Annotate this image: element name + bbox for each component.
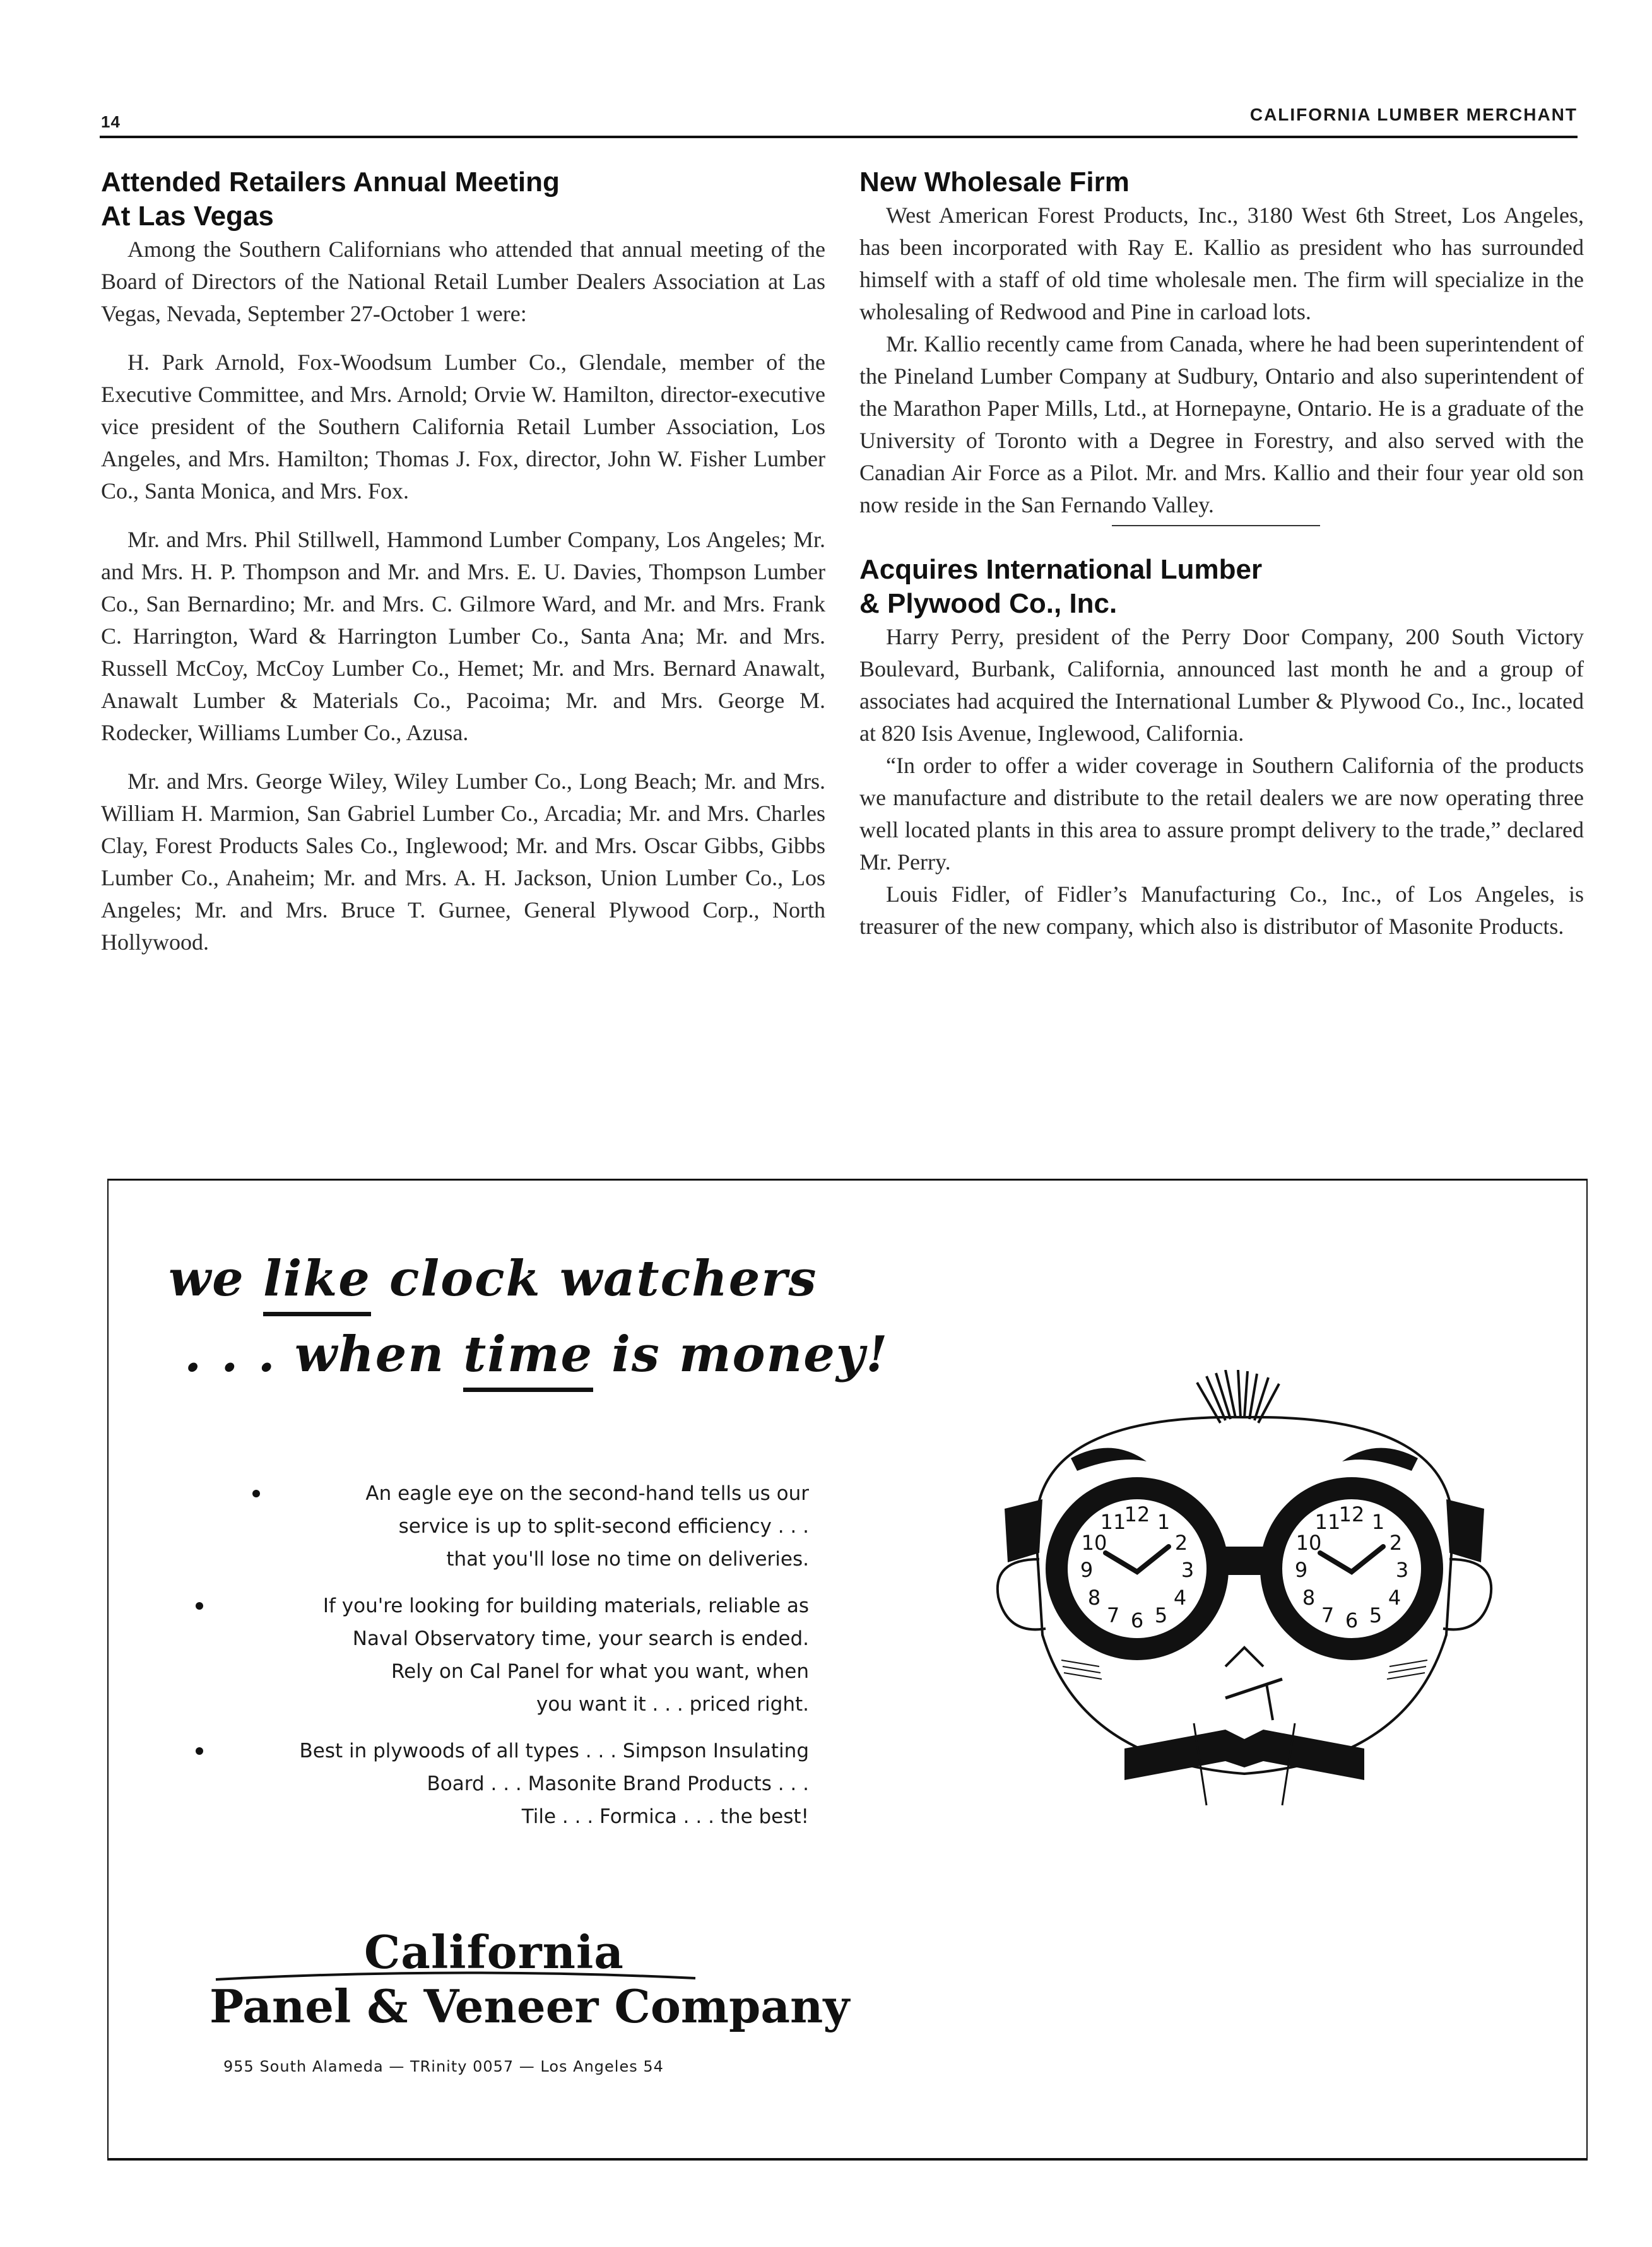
- ad-bullet-line: If you're looking for building materials, reliable as: [322, 1595, 809, 1617]
- clock-numeral: 3: [1181, 1558, 1195, 1582]
- ad-bullet-list: [178, 1477, 809, 1847]
- company-address: 955 South Alameda — TRinity 0057 — Los Angeles 54: [223, 2058, 664, 2075]
- cheek-icon: [1061, 1660, 1427, 1679]
- ad-bullet-line: Naval Observatory time, your search is ended.: [352, 1627, 809, 1650]
- clock-numeral: 10: [1081, 1531, 1107, 1555]
- clock-numeral: 9: [1294, 1558, 1308, 1582]
- right-column: [859, 165, 1584, 943]
- clock-face-illustration: [929, 1370, 1560, 1812]
- paragraph: H. Park Arnold, Fox-Woodsum Lumber Co., Glendale, member of the Executive Committee, and Mrs. Arnold; Orvie W. Hamilton, director-executive vice president of the Southern California Retail Lumber Association, Los Angeles, and Mrs. Hamilton; Thomas J. Fox, director, John W. Fisher Lumber Co., Santa Monica, and Mrs. Fox.: [101, 350, 825, 504]
- bullet-dot-icon: [196, 1602, 203, 1610]
- clock-numeral: 5: [1154, 1603, 1168, 1627]
- ad-bullet: [178, 1735, 809, 1833]
- ad-bullet-line: Tile . . . Formica . . . the best!: [521, 1805, 809, 1828]
- nose-icon: [1225, 1648, 1263, 1666]
- paragraph: Among the Southern Californians who attended that annual meeting of the Board of Directors of the National Retail Lumber Dealers Association at Las Vegas, Nevada, September 27-October 1 were:: [101, 237, 825, 326]
- ad-headline-underlined: time: [463, 1326, 594, 1383]
- logo-line-company: Panel & Veneer Company: [209, 1979, 850, 2033]
- glasses-icon: [1005, 1477, 1484, 1660]
- paragraph: West American Forest Products, Inc., 3180 West 6th Street, Los Angeles, has been incorporated with Ray E. Kallio as president who has surrounded himself with a staff of old time wholesale men. The firm will specialize in the wholesaling of Redwood and Pine in carload lots.: [859, 203, 1584, 324]
- headline-line: Acquires International Lumber: [859, 554, 1263, 585]
- ad-bullet: [178, 1589, 809, 1721]
- paragraph: Harry Perry, president of the Perry Door Company, 200 South Victory Boulevard, Burbank, California, announced last month he and a group of associates had acquired the International Lumber & Plywood Co., Inc., located at 820 Isis Avenue, Inglewood, California.: [859, 624, 1584, 746]
- paragraph: Mr. and Mrs. Phil Stillwell, Hammond Lumber Company, Los Angeles; Mr. and Mrs. H. P. Thompson and Mr. and Mrs. E. U. Davies, Thompson Lumber Co., San Bernardino; Mr. and Mrs. C. Gilmore Ward, and Mr. and Mrs. Frank C. Harrington, Ward & Harrington Lumber Co., Santa Ana; Mr. and Mrs. Russell McCoy, McCoy Lumber Co., Hemet; Mr. and Mrs. Bernard Anawalt, Anawalt Lumber & Materials Co., Pacoima; Mr. and Mrs. George M. Rodecker, Williams Lumber Co., Azusa.: [101, 527, 825, 745]
- ad-bullet: [178, 1477, 809, 1576]
- clock-numeral: 1: [1157, 1510, 1171, 1534]
- article-headline: [859, 553, 1584, 621]
- clock-numeral: 5: [1369, 1603, 1383, 1627]
- paragraph: “In order to offer a wider coverage in Southern California of the products we manufacture and distribute to the retail dealers we are now operating three well located plants in this area to assure prompt delivery to the trade,” declared Mr. Perry.: [859, 753, 1584, 875]
- ad-headline-text: clock watchers: [370, 1250, 818, 1307]
- ad-headline-underlined: like: [263, 1250, 371, 1307]
- article-headline: [101, 165, 825, 233]
- article-headline: New Wholesale Firm: [859, 167, 1130, 198]
- clock-numeral: 6: [1130, 1608, 1144, 1632]
- page-number: 14: [101, 112, 121, 131]
- article-separator: [1112, 525, 1320, 526]
- ad-headline-text: is money!: [593, 1326, 889, 1383]
- headline-line: Attended Retailers Annual Meeting: [101, 167, 560, 198]
- advertisement: [107, 1179, 1588, 2161]
- paragraph: Mr. Kallio recently came from Canada, where he had been superintendent of the Pineland Lumber Company at Sudbury, Ontario and also superintendent of the Marathon Paper Mills, Ltd., at Hornepayne, Ontario. He is a graduate of the University of Toronto with a Degree in Forestry, and also served with the Canadian Air Force as a Pilot. Mr. and Mrs. Kallio and their four year old son now reside in the San Fernando Valley.: [859, 331, 1584, 517]
- ad-bullet-line: Best in plywoods of all types . . . Simpson Insulating: [299, 1740, 809, 1762]
- headline-line: At Las Vegas: [101, 201, 274, 232]
- article-new-wholesale-firm: [859, 165, 1584, 521]
- clock-numeral: 2: [1174, 1531, 1188, 1555]
- bullet-dot-icon: [196, 1747, 203, 1755]
- ad-bullet-line: service is up to split-second efficiency . . .: [398, 1515, 809, 1538]
- clock-numeral: 8: [1302, 1586, 1316, 1610]
- headline-line: & Plywood Co., Inc.: [859, 588, 1118, 619]
- article-retailers-meeting: [101, 165, 825, 975]
- header-rule: [100, 136, 1578, 138]
- ad-bullet-line: An eagle eye on the second-hand tells us our: [365, 1482, 809, 1505]
- clock-numeral: 6: [1345, 1608, 1359, 1632]
- clock-numeral: 7: [1106, 1603, 1120, 1627]
- clock-numeral: 11: [1314, 1510, 1341, 1534]
- clock-numeral: 9: [1080, 1558, 1094, 1582]
- clock-numeral: 8: [1087, 1586, 1101, 1610]
- clock-numeral: 1: [1371, 1510, 1385, 1534]
- clock-numeral: 11: [1100, 1510, 1126, 1534]
- clock-numeral: 4: [1388, 1586, 1401, 1610]
- clock-numeral: 10: [1295, 1531, 1322, 1555]
- ad-bullet-line: you want it . . . priced right.: [536, 1693, 809, 1716]
- mouth-icon: [1225, 1679, 1282, 1698]
- paragraph: Louis Fidler, of Fidler’s Manufacturing Co., Inc., of Los Angeles, is treasurer of the new company, which also is distributor of Masonite Products.: [859, 882, 1584, 939]
- ad-bullet-line: that you'll lose no time on deliveries.: [446, 1548, 809, 1571]
- bullet-dot-icon: [252, 1490, 260, 1497]
- right-eyebrow-icon: [1342, 1448, 1418, 1471]
- ad-bullet-line: Rely on Cal Panel for what you want, when: [391, 1660, 809, 1683]
- ad-headline-text: . . . when: [184, 1326, 464, 1383]
- clock-numeral: 2: [1389, 1531, 1403, 1555]
- left-eyebrow-icon: [1071, 1448, 1147, 1471]
- clock-numeral: 3: [1395, 1558, 1409, 1582]
- chin-mark-icon: [1266, 1684, 1273, 1720]
- ad-headline-line2: [184, 1326, 888, 1383]
- publication-title: CALIFORNIA LUMBER MERCHANT: [1249, 105, 1578, 124]
- hair-icon: [1197, 1370, 1279, 1423]
- logo-line-california: California: [364, 1925, 624, 1979]
- clock-numeral: 7: [1321, 1603, 1335, 1627]
- ad-bullet-line: Board . . . Masonite Brand Products . . .: [427, 1772, 809, 1795]
- article-acquires-international: [859, 553, 1584, 943]
- ad-headline-line1: [168, 1250, 817, 1307]
- clock-numeral: 4: [1173, 1586, 1187, 1610]
- paragraph: Mr. and Mrs. George Wiley, Wiley Lumber Co., Long Beach; Mr. and Mrs. William H. Marmion, San Gabriel Lumber Co., Arcadia; Mr. and Mrs. Charles Clay, Forest Products Sales Co., Inglewood; Mr. and Mrs. Oscar Gibbs, Gibbs Lumber Co., Anaheim; Mr. and Mrs. A. H. Jackson, Union Lumber Co., Los Angeles; Mr. and Mrs. Bruce T. Gurnee, General Plywood Corp., North Hollywood.: [101, 769, 825, 955]
- clock-numeral: 12: [1338, 1502, 1365, 1526]
- clock-numeral: 12: [1124, 1502, 1150, 1526]
- ad-headline-text: we: [168, 1250, 263, 1307]
